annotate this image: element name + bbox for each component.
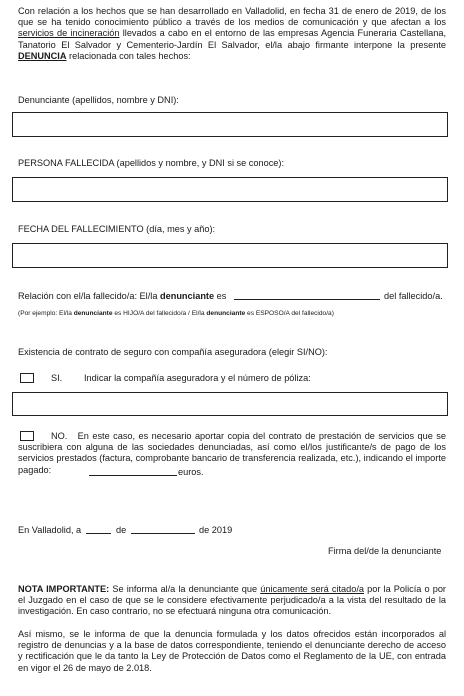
si-label: SI.: [51, 373, 63, 383]
si-text: Indicar la compañía aseguradora y el número de póliza:: [84, 373, 311, 383]
relacion-line: [18, 291, 446, 302]
si-checkbox[interactable]: [20, 373, 34, 383]
de-label-2: de 2019: [199, 525, 233, 535]
relacion-blank[interactable]: [234, 291, 380, 300]
fallecida-label: PERSONA FALLECIDA (apellidos y nombre, y DNI si se conoce):: [18, 158, 285, 168]
proteccion-paragraph: Así mismo, se le informa de que la denuncia formulada y los datos ofrecidos están incorporados al registro de denuncias y a la base de datos correspondiente, teniendo el denunciante derecho de acceso y rectificación que le da tanto la Ley de Protección de Datos como el Reglamento de la UE, con entrada en vigor el 26 de mayo de 2.018.: [18, 629, 446, 673]
no-text: En este caso, es necesario aportar copia del contrato de prestación de servicios que se suscribiera con alguna de las sociedades denunciadas, así como el/los justificante/s de pago de los servicios prestados (factura, comprobante bancario de transferencia realizada, etc.), indicando el importe pagado:: [18, 431, 446, 475]
lugar-label: En Valladolid, a: [18, 525, 82, 535]
intro-text-1: Con relación a los hechos que se han desarrollado en Valladolid, en fecha 31 de enero de 2019, de los que se ha tenido conocimiento público a través de los medios de comunicación y que afectan a los: [18, 6, 446, 28]
relacion-suffix: del fallecido/a.: [384, 291, 443, 301]
example-bold-2: denunciante: [206, 310, 246, 317]
firma-label: Firma del/de la denunciante: [328, 546, 442, 556]
example-bold-1: denunciante: [73, 310, 113, 317]
aseguradora-field[interactable]: [12, 392, 448, 416]
fecha-field[interactable]: [12, 243, 448, 268]
example-text-1: (Por ejemplo: El/la: [18, 310, 74, 317]
nota-underlined: únicamente será citado/a: [260, 584, 365, 594]
relacion-bold: denunciante: [159, 291, 215, 301]
nota-paragraph: [18, 584, 446, 618]
denuncia-word: DENUNCIA: [18, 50, 67, 61]
mes-blank[interactable]: [131, 525, 195, 534]
euros-label: euros.: [178, 467, 204, 477]
nota-text-1: Se informa al/a la denunciante que: [109, 584, 261, 594]
fecha-label: FECHA DEL FALLECIMIENTO (día, mes y año):: [18, 224, 216, 234]
seguro-question: Existencia de contrato de seguro con compañía aseguradora (elegir SI/NO):: [18, 347, 328, 357]
example-text-3: es ESPOSO/A del fallecido/a): [245, 310, 334, 317]
dia-blank[interactable]: [86, 525, 111, 534]
relacion-mid: es: [214, 291, 227, 301]
intro-text-3: relacionada con tales hechos:: [66, 50, 191, 61]
relacion-example: [18, 310, 334, 318]
example-text-2: es HIJO/A del fallecido/a / El/la: [112, 310, 207, 317]
denunciante-field[interactable]: [12, 112, 448, 137]
no-paragraph: [18, 431, 446, 476]
no-label: NO.: [51, 431, 68, 441]
importe-blank[interactable]: [89, 467, 177, 476]
intro-text-2: llevados a cabo en el entorno de las empresas Agencia Funeraria Castellana, Tanatorio El Salvador y Cementerio-Jardín El Salvador, el/la abajo firmante interpone la presente: [18, 28, 446, 50]
intro-paragraph: [18, 6, 446, 62]
de-label-1: de: [116, 525, 127, 535]
relacion-prefix: Relación con el/la fallecido/a: El/la: [18, 291, 160, 301]
nota-text-2: por la Policía o por el Juzgado en el caso de que se le considere efectivamente perjudicado/a a la vista del resultado de la investigación. En caso contrario, no se efectuará ninguna otra comunicación.: [18, 584, 446, 617]
intro-underlined: servicios de incineración: [18, 28, 120, 39]
fallecida-field[interactable]: [12, 177, 448, 202]
nota-title: NOTA IMPORTANTE:: [18, 584, 110, 594]
denunciante-label: Denunciante (apellidos, nombre y DNI):: [18, 95, 179, 105]
